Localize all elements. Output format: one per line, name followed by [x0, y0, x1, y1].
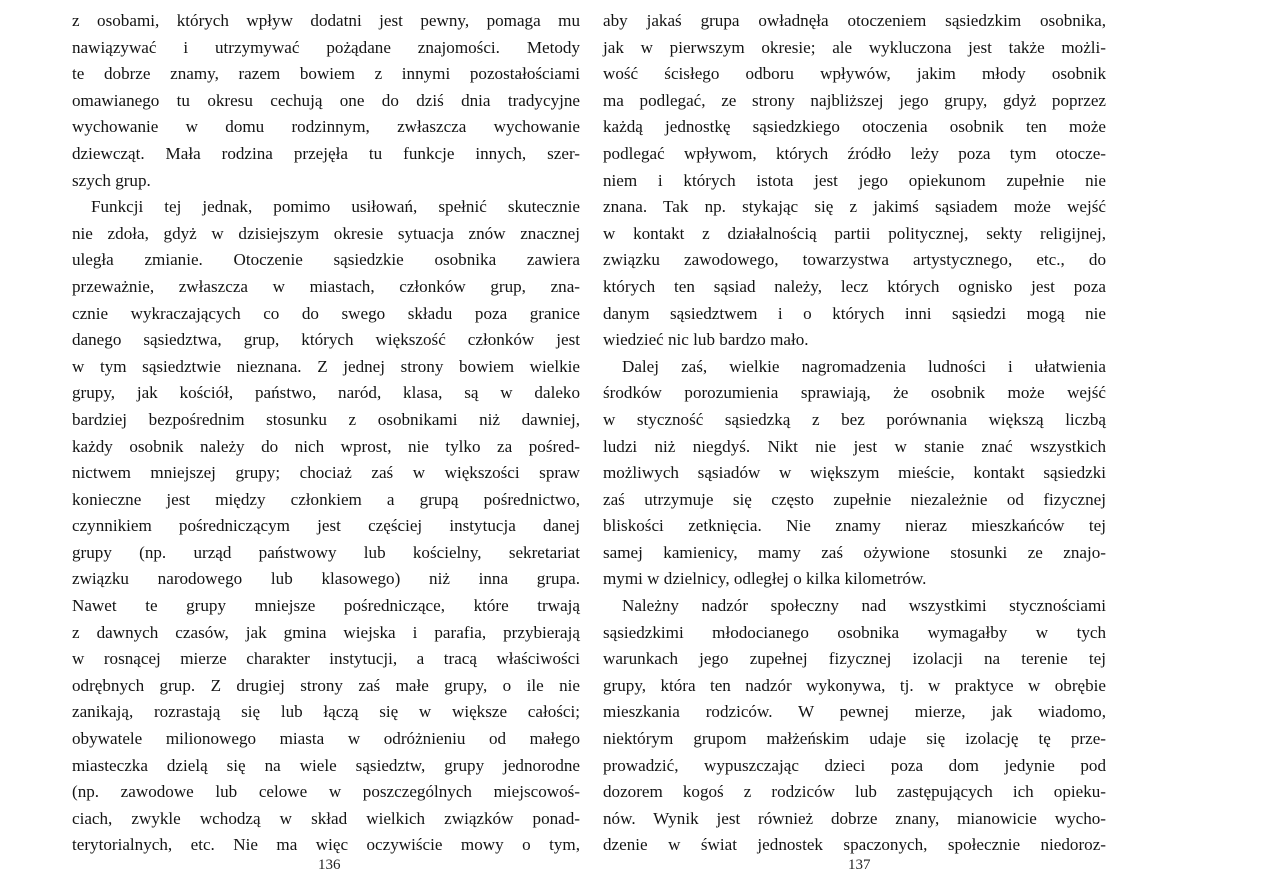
text-line: dzenie w świat jednostek spaczonych, społecznie niedoroz- — [603, 835, 1106, 855]
text-line: odrębnych grup. Z drugiej strony zaś małe grupy, o ile nie — [72, 675, 580, 695]
text-line: sąsiedzkimi młodocianego osobnika wymagałby w tych — [603, 622, 1106, 642]
text-line: uległa zmianie. Otoczenie sąsiedzkie osobnika zawiera — [72, 250, 580, 270]
text-line: z dawnych czasów, jak gmina wiejska i parafia, przybierają — [72, 622, 580, 642]
text-line: omawianego tu okresu cechują one do dziś dnia tradycyjne — [72, 90, 580, 110]
text-line: grupy, jak kościół, państwo, naród, klasa, są w daleko — [72, 383, 580, 403]
text-line: niem i których istota jest jego opiekunom zupełnie nie — [603, 170, 1106, 190]
text-line: ludzi niż niegdyś. Nikt nie jest w stanie znać wszystkich — [603, 436, 1106, 456]
text-line: niektórym grupom małżeńskim udaje się izolację tę prze- — [603, 729, 1106, 749]
text-line: znana. Tak np. stykając się z jakimś sąsiadem może wejść — [603, 197, 1106, 217]
text-line: miasteczka dzielą się na wiele sąsiedztw, grupy jednorodne — [72, 755, 580, 775]
text-line: aby jakaś grupa owładnęła otoczeniem sąsiedzkim osobnika, — [603, 11, 1106, 30]
text-line: jak w pierwszym okresie; ale wykluczona jest także możli- — [603, 37, 1106, 57]
text-line: samej kamienicy, mamy zaś ożywione stosunki ze znajo- — [603, 542, 1106, 562]
text-line: bardziej bezpośrednim stosunku z osobnikami niż dawniej, — [72, 409, 580, 429]
text-line: z osobami, których wpływ dodatni jest pewny, pomaga mu — [72, 11, 580, 30]
right-page-text — [603, 8, 1106, 859]
text-line: przeważnie, zwłaszcza w miastach, członków grup, zna- — [72, 276, 580, 296]
text-line: dozorem kogoś z rodziców lub zastępujących ich opieku- — [603, 782, 1106, 802]
text-line: każdą jednostkę sąsiedzkiego otoczenia osobnik ten może — [603, 117, 1106, 137]
text-line: mymi w dzielnicy, odległej o kilka kilometrów. — [603, 569, 927, 589]
text-line: danym sąsiedztwem i o których inni sąsiedzi mogą nie — [603, 303, 1106, 323]
text-line: szych grup. — [72, 170, 151, 190]
text-line: wość ścisłego odboru wpływów, jakim młody osobnik — [603, 64, 1106, 84]
text-line: nictwem mniejszej grupy; chociaż zaś w większości spraw — [72, 463, 580, 483]
text-line: wiedzieć nic lub bardzo mało. — [603, 330, 809, 350]
text-line: Należny nadzór społeczny nad wszystkimi stycznościami — [622, 596, 1106, 616]
right-page-number: 137 — [848, 857, 871, 873]
text-line: prowadzić, wypuszczając dzieci poza dom jedynie pod — [603, 755, 1106, 775]
text-line: nów. Wynik jest również dobrze znany, mianowicie wycho- — [603, 808, 1106, 828]
text-line: czynnikiem pośredniczącym jest częściej instytucja danej — [72, 516, 580, 536]
text-line: środków porozumienia sprawiają, że osobnik może wejść — [603, 383, 1106, 403]
text-line: nawiązywać i utrzymywać pożądane znajomości. Metody — [72, 37, 580, 57]
text-line: warunkach jego zupełnej fizycznej izolacji na terenie tej — [603, 649, 1106, 669]
text-line: możliwych sąsiadów w większym mieście, kontakt sąsiedzki — [603, 463, 1106, 483]
left-page-text — [72, 8, 580, 859]
text-line: związku zawodowego, towarzystwa artystycznego, etc., do — [603, 250, 1106, 270]
text-line: ciach, zwykle wchodzą w skład wielkich związków ponad- — [72, 808, 580, 828]
text-line: cznie wykraczających co do swego składu poza granice — [72, 303, 580, 323]
text-line: grupy (np. urząd państwowy lub kościelny, sekretariat — [72, 542, 580, 562]
text-line: mieszkania rodziców. W pewnej mierze, jak wiadomo, — [603, 702, 1106, 722]
text-line: te dobrze znamy, razem bowiem z innymi pozostałościami — [72, 64, 580, 84]
text-line: w tym sąsiedztwie nieznana. Z jednej strony bowiem wielkie — [72, 356, 580, 376]
text-line: Nawet te grupy mniejsze pośredniczące, które trwają — [72, 596, 580, 616]
text-line: (np. zawodowe lub celowe w poszczególnych miejscowoś- — [72, 782, 580, 802]
text-line: konieczne jest między członkiem a grupą pośrednictwo, — [72, 489, 580, 509]
text-line: zanikają, rozrastają się lub łączą się w większe całości; — [72, 702, 580, 722]
text-line: w rosnącej mierze charakter instytucji, a tracą właściwości — [72, 649, 580, 669]
text-line: zaś utrzymuje się często zupełnie niezależnie od fizycznej — [603, 489, 1106, 509]
text-line: w kontakt z działalnością partii politycznej, sekty religijnej, — [603, 223, 1106, 243]
text-line: Dalej zaś, wielkie nagromadzenia ludności i ułatwienia — [622, 356, 1106, 376]
text-line: których ten sąsiad należy, lecz których ognisko jest poza — [603, 276, 1106, 296]
text-line: Funkcji tej jednak, pomimo usiłowań, spełnić skutecznie — [91, 197, 580, 217]
text-line: w styczność sąsiedzką z bez porównania większą liczbą — [603, 409, 1106, 429]
text-line: każdy osobnik należy do nich wprost, nie tylko za pośred- — [72, 436, 580, 456]
text-line: dziewcząt. Mała rodzina przejęła tu funkcje innych, szer- — [72, 143, 580, 163]
text-line: wychowanie w domu rodzinnym, zwłaszcza wychowanie — [72, 117, 580, 137]
text-line: związku narodowego lub klasowego) niż inna grupa. — [72, 569, 580, 589]
text-line: obywatele milionowego miasta w odróżnieniu od małego — [72, 729, 580, 749]
left-page-number: 136 — [318, 857, 341, 873]
text-line: grupy, która ten nadzór wykonywa, tj. w praktyce w obrębie — [603, 675, 1106, 695]
text-line: podlegać wpływom, których źródło leży poza tym otocze- — [603, 143, 1106, 163]
text-line: nie zdoła, gdyż w dzisiejszym okresie sytuacja znów znacznej — [72, 223, 580, 243]
text-line: ma podlegać, ze strony najbliższej jego grupy, gdyż poprzez — [603, 90, 1106, 110]
text-line: danego sąsiedztwa, grup, których większość członków jest — [72, 330, 580, 350]
text-line: bliskości zetknięcia. Nie znamy nieraz mieszkańców tej — [603, 516, 1106, 536]
text-line: terytorialnych, etc. Nie ma więc oczywiście mowy o tym, — [72, 835, 580, 855]
